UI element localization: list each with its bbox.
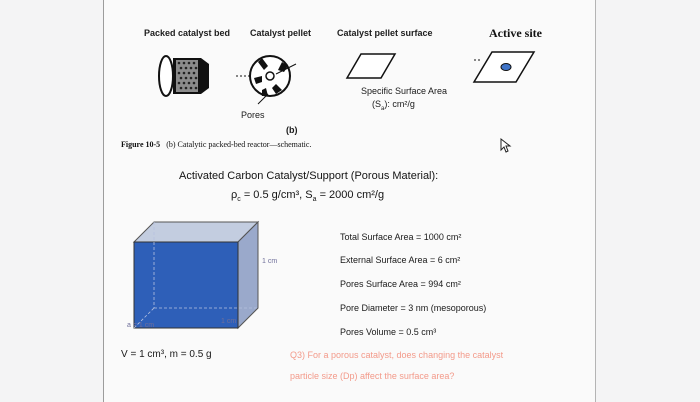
- property-pore-diameter: Pore Diameter = 3 nm (mesoporous): [340, 303, 487, 313]
- cube-bottom-right-label: 1 cm: [221, 318, 237, 325]
- header-packed-bed: Packed catalyst bed: [144, 28, 231, 38]
- property-pores-surface-area: Pores Surface Area = 994 cm²: [340, 279, 461, 289]
- cube-bottom-left-label: a = 1 cm: [127, 322, 155, 329]
- cube-side-label: 1 cm: [262, 258, 278, 265]
- property-external-surface-area: External Surface Area = 6 cm²: [340, 255, 461, 265]
- active-site-diagram: [474, 50, 536, 84]
- cursor-icon: [500, 138, 512, 154]
- support-params: $\rho_c = 0.5$ g/cm³, $S_a = 2000$ cm²/g: [231, 189, 385, 204]
- support-title: Activated Carbon Catalyst/Support (Porous Material):: [179, 170, 439, 182]
- question-line-2: particle size (Dp) affect the surface area?: [290, 371, 455, 381]
- ssa-units: $(S_a)$: cm²/g: [372, 99, 415, 112]
- question-line-1: Q3) For a porous catalyst, does changing the catalyst: [290, 350, 504, 360]
- header-catalyst-pellet: Catalyst pellet: [250, 28, 312, 38]
- catalyst-pellet-diagram: [232, 46, 302, 108]
- header-active-site: Active site: [489, 26, 542, 40]
- slide-content: [103, 0, 596, 402]
- figure-part-label: (b): [286, 125, 298, 135]
- property-pores-volume: Pores Volume = 0.5 cm³: [340, 327, 437, 337]
- cube-diagram: [134, 222, 264, 334]
- property-total-surface-area: Total Surface Area = 1000 cm²: [340, 232, 462, 242]
- ssa-label: Specific Surface Area: [361, 86, 448, 96]
- pores-label: Pores: [241, 110, 265, 120]
- pellet-surface-diagram: [347, 52, 397, 80]
- header-pellet-surface: Catalyst pellet surface: [337, 28, 433, 38]
- packed-bed-diagram: [159, 48, 219, 104]
- active-site-dot-icon: [501, 64, 511, 71]
- figure-caption: Figure 10-5 (b) Catalytic packed-bed reactor—schematic.: [121, 140, 312, 149]
- cube-volume-mass: V = 1 cm³, m = 0.5 g: [121, 349, 212, 360]
